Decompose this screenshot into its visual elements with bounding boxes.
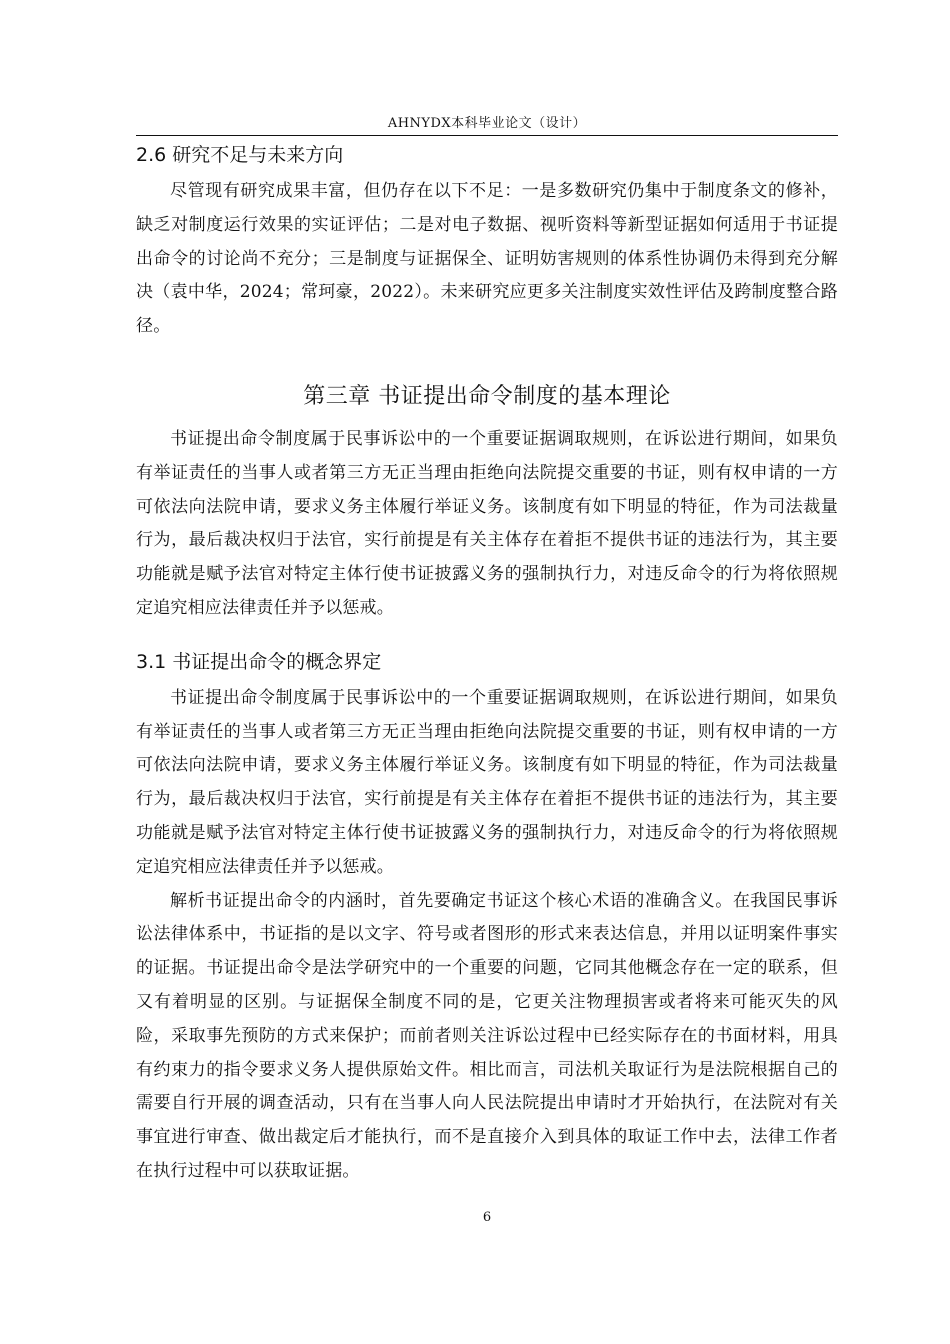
- body-paragraph: 解析书证提出命令的内涵时，首先要确定书证这个核心术语的准确含义。在我国民事诉讼法律体系中，书证指的是以文字、符号或者图形的形式来表达信息，并用以证明案件事实的证据。书证提出命令是法学研究中的一个重要的问题，它同其他概念存在一定的联系，但又有着明显的区别。与证据保全制度不同的是，它更关注物理损害或者将来可能灭失的风险，采取事先预防的方式来保护；而前者则关注诉讼过程中已经实际存在的书面材料，用具有约束力的指令要求义务人提供原始文件。相比而言，司法机关取证行为是法院根据自己的需要自行开展的调查活动，只有在当事人向人民法院提出申请时才开始执行，在法院对有关事宜进行审查、做出裁定后才能执行，而不是直接介入到具体的取证工作中去，法律工作者在执行过程中可以获取证据。: [136, 890, 838, 1181]
- body-paragraph: 尽管现有研究成果丰富，但仍存在以下不足：一是多数研究仍集中于制度条文的修补，缺乏对制度运行效果的实证评估；二是对电子数据、视听资料等新型证据如何适用于书证提出命令的讨论尚不充分；三是制度与证据保全、证明妨害规则的体系性协调仍未得到充分解决（袁中华，2024；常珂豪，2022）。未来研究应更多关注制度实效性评估及跨制度整合路径。: [136, 181, 838, 337]
- section-heading-3-1: 3.1 书证提出命令的概念界定: [136, 650, 382, 673]
- page-number: 6: [482, 1210, 492, 1225]
- body-paragraph: 书证提出命令制度属于民事诉讼中的一个重要证据调取规则，在诉讼进行期间，如果负有举证责任的当事人或者第三方无正当理由拒绝向法院提交重要的书证，则有权申请的一方可依法向法院申请，要求义务主体履行举证义务。该制度有如下明显的特征，作为司法裁量行为，最后裁决权归于法官，实行前提是有关主体存在着拒不提供书证的违法行为，其主要功能就是赋予法官对特定主体行使书证披露义务的强制执行力，对违反命令的行为将依照规定追究相应法律责任并予以惩戒。: [136, 687, 838, 877]
- header-rule: [136, 135, 838, 136]
- page-body: [136, 142, 838, 1189]
- body-paragraph: 书证提出命令制度属于民事诉讼中的一个重要证据调取规则，在诉讼进行期间，如果负有举证责任的当事人或者第三方无正当理由拒绝向法院提交重要的书证，则有权申请的一方可依法向法院申请，要求义务主体履行举证义务。该制度有如下明显的特征，作为司法裁量行为，最后裁决权归于法官，实行前提是有关主体存在着拒不提供书证的违法行为，其主要功能就是赋予法官对特定主体行使书证披露义务的强制执行力，对违反命令的行为将依照规定追究相应法律责任并予以惩戒。: [136, 428, 838, 618]
- chapter-title: 第三章 书证提出命令制度的基本理论: [303, 383, 671, 409]
- running-header: AHNYDX本科毕业论文（设计）: [387, 116, 587, 131]
- section-heading-2-6: 2.6 研究不足与未来方向: [136, 144, 344, 166]
